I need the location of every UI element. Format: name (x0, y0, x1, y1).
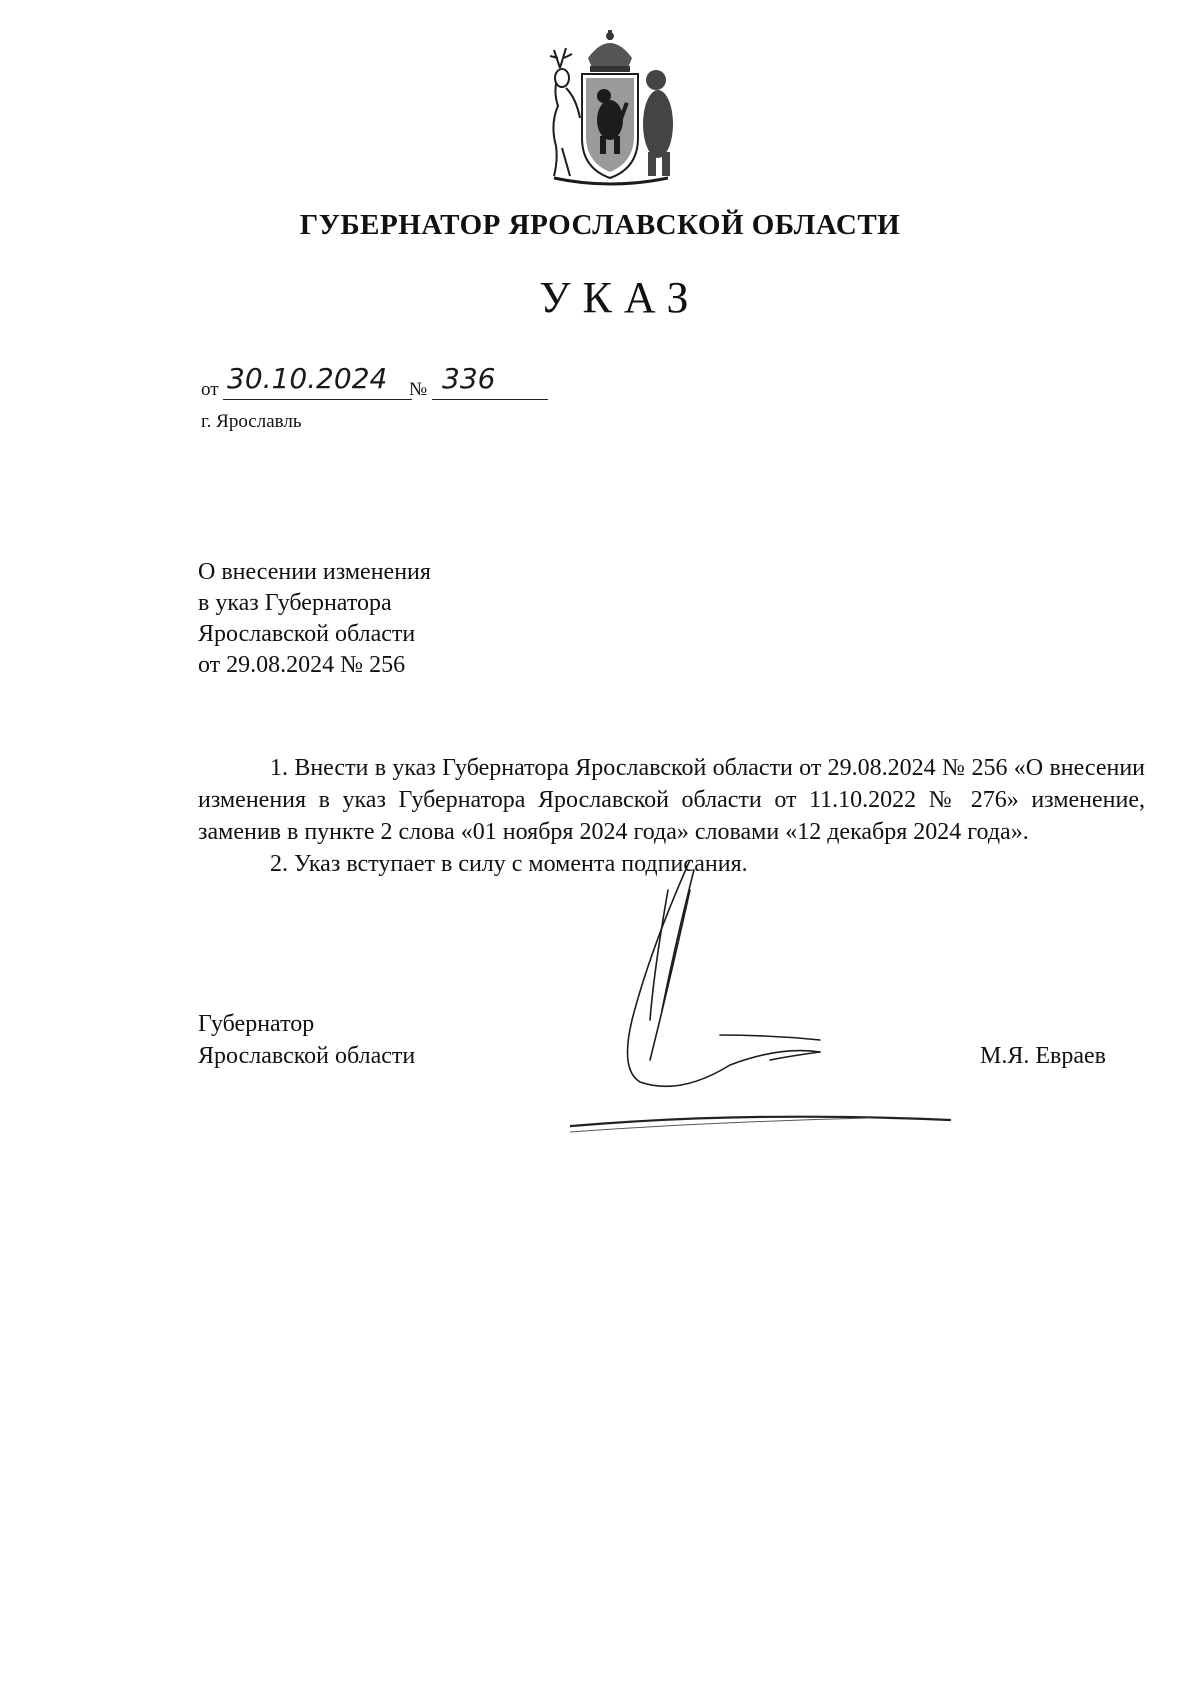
subject-line: Ярославской области (198, 621, 416, 647)
body-paragraph: 1. Внести в указ Губернатора Ярославской области от 29.08.2024 № 256 «О внесении изменения в указ Губернатора Ярославской области от 11.10.2022 № 276» изменение, заменив в пункте 2 слова «01 ноября 2024 года» словами «12 декабря 2024 года». (198, 755, 1145, 845)
subject-line: в указ Губернатора (198, 590, 392, 616)
subject-line: от 29.08.2024 № 256 (198, 652, 406, 678)
issuing-authority: ГУБЕРНАТОР ЯРОСЛАВСКОЙ ОБЛАСТИ (299, 209, 901, 241)
signer-position (198, 1008, 415, 1072)
registration-line (201, 362, 561, 405)
document-subject (198, 557, 431, 681)
handwritten-signature (570, 860, 990, 1140)
body-paragraph: 2. Указ вступает в силу с момента подписания. (270, 851, 748, 877)
subject-line: О внесении изменения (198, 559, 431, 585)
yaroslavl-coat-of-arms-icon (540, 28, 680, 188)
position-line: Ярославской области (198, 1043, 416, 1069)
handwritten-date: 30.10.2024 (223, 359, 412, 400)
signer-name: М.Я. Евраев (980, 1043, 1106, 1069)
document-type: УКАЗ (539, 273, 701, 322)
date-prefix: от (201, 379, 219, 400)
number-prefix: № (409, 379, 428, 400)
handwritten-number: 336 (432, 359, 548, 400)
issue-city: г. Ярославль (201, 411, 302, 432)
position-line: Губернатор (198, 1011, 315, 1037)
